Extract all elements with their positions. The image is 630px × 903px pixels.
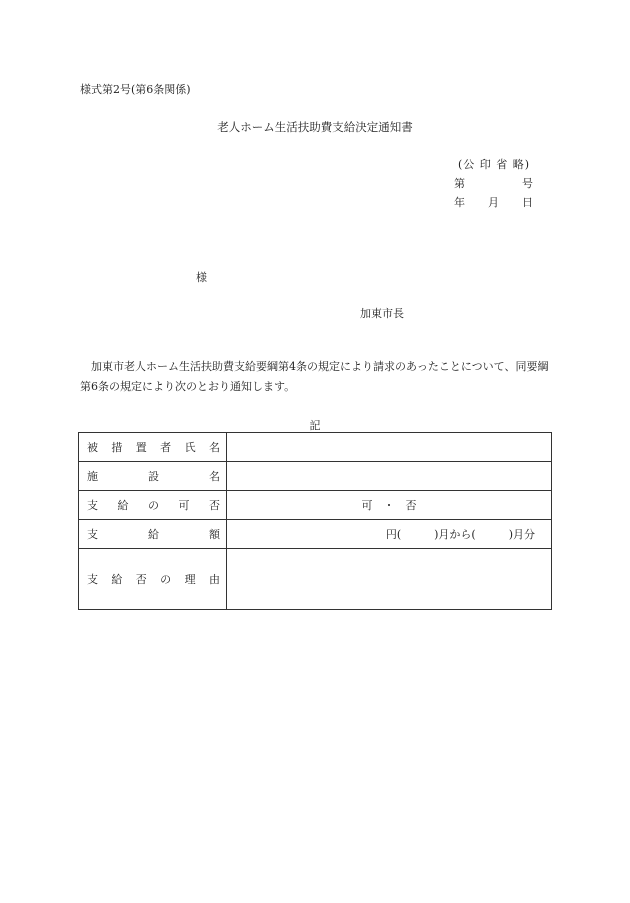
label-char: 給 (111, 573, 123, 586)
row-label-facility-name (79, 462, 227, 491)
table-row (79, 549, 552, 610)
ki-heading: 記 (309, 419, 321, 432)
label-char: 否 (209, 499, 220, 512)
approval-field[interactable]: 可 ・ 否 (227, 491, 552, 520)
table-row (79, 462, 552, 491)
label-char: 由 (208, 573, 220, 586)
body-text: 加東市老人ホーム生活扶助費支給要綱第4条の規定により請求のあったことについて、同要綱第6条の規定により次のとおり通知します。 (80, 360, 549, 393)
row-label-refusal-reason (79, 549, 227, 610)
label-char: 額 (209, 528, 220, 541)
label-char: 名 (208, 441, 220, 454)
label-char: 者 (160, 441, 172, 454)
label-char: 支 (87, 573, 98, 586)
label-char: 可 (178, 499, 190, 512)
table-row (79, 491, 552, 520)
label-char: 施 (87, 470, 98, 483)
label-char: の (148, 499, 159, 512)
table-row (79, 433, 552, 462)
row-label-recipient-name (79, 433, 227, 462)
label-char: 置 (135, 441, 147, 454)
seal-omitted-note: (公 印 省 略) (458, 158, 531, 171)
label-char: 措 (111, 441, 123, 454)
document-title: 老人ホーム生活扶助費支給決定通知書 (217, 120, 413, 134)
label-char: 支 (87, 528, 98, 541)
number-suffix: 号 (522, 177, 533, 190)
form-number: 様式第2号(第6条関係) (80, 83, 191, 96)
label-char: 否 (135, 573, 147, 586)
date-month: 月 (488, 196, 499, 209)
label-char: 支 (87, 499, 98, 512)
label-char: 名 (209, 470, 220, 483)
addressee-honorific: 様 (196, 271, 207, 284)
row-label-approval (79, 491, 227, 520)
date-day: 日 (522, 196, 533, 209)
decision-table (78, 432, 552, 610)
amount-field[interactable]: 円( )月から( )月分 (227, 520, 552, 549)
facility-name-field[interactable] (227, 462, 552, 491)
table-row (79, 520, 552, 549)
sender-name: 加東市長 (360, 307, 404, 320)
number-prefix: 第 (454, 177, 465, 190)
date-year: 年 (454, 196, 465, 209)
refusal-reason-field[interactable] (227, 549, 552, 610)
label-char: 設 (148, 470, 159, 483)
label-char: 被 (87, 441, 98, 454)
label-char: 給 (117, 499, 129, 512)
label-char: 氏 (184, 441, 196, 454)
label-char: 理 (184, 573, 196, 586)
row-label-amount (79, 520, 227, 549)
label-char: 給 (148, 528, 159, 541)
label-char: の (160, 573, 172, 586)
recipient-name-field[interactable] (227, 433, 552, 462)
